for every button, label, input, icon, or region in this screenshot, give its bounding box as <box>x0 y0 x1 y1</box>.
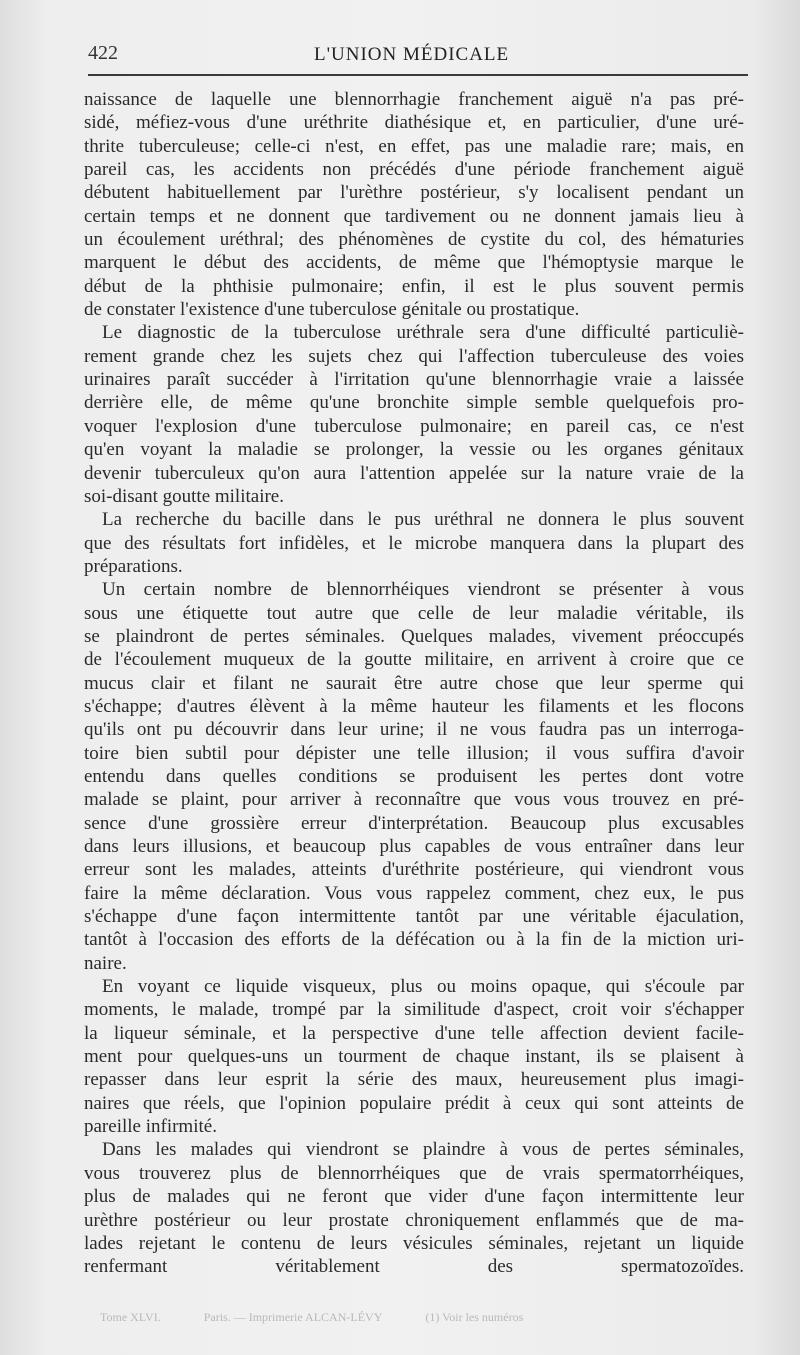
text-line: s'échappe; d'autres élèvent à la même hauteur les filaments et les flocons <box>84 695 744 717</box>
header-rule <box>88 74 748 76</box>
text-line: malade se plaint, pour arriver à reconnaître que vous vous trouvez en pré- <box>84 789 744 811</box>
text-line: sidé, méfiez-vous d'une uréthrite diathésique et, en particulier, d'une uré- <box>84 112 744 134</box>
text-line: erreur sont les malades, atteints d'uréthrite postérieure, qui viendront vous <box>84 859 744 881</box>
text-line: qu'ils ont pu découvrir dans leur urine; il ne vous faudra pas un interroga- <box>84 719 744 741</box>
text-line: marquent le début des accidents, de même que l'hémoptysie marque le <box>84 252 744 274</box>
text-line: voquer l'explosion d'une tuberculose pulmonaire; en pareil cas, ce n'est <box>84 415 744 437</box>
article-body <box>84 88 744 1279</box>
text-line: sence d'une grossière erreur d'interprétation. Beaucoup plus excusables <box>84 812 744 834</box>
text-line: se plaindront de pertes séminales. Quelques malades, vivement préoccupés <box>84 625 744 647</box>
text-line: soi-disant goutte militaire. <box>84 485 284 507</box>
text-line: naires que réels, que l'opinion populaire prédit à ceux qui sont atteints de <box>84 1092 744 1114</box>
text-line: thrite tuberculeuse; celle-ci n'est, en effet, pas une maladie rare; mais, en <box>84 135 744 157</box>
text-line: devenir tuberculeux qu'on aura l'attention appelée sur la nature vraie de la <box>84 462 744 484</box>
text-line: de l'écoulement muqueux de la goutte militaire, en arrivent à croire que ce <box>84 649 744 671</box>
text-line: urinaires paraît succéder à l'irritation qu'une blennorrhagie vraie a laissée <box>84 369 744 391</box>
text-line: lades rejetant le contenu de leurs vésicules séminales, rejetant un liquide <box>84 1232 744 1254</box>
text-line: pareille infirmité. <box>84 1116 217 1138</box>
text-line: qu'en voyant la maladie se prolonger, la vessie ou les organes génitaux <box>84 439 744 461</box>
page-number: 422 <box>88 42 118 64</box>
text-line: dans leurs illusions, et beaucoup plus capables de vous entraîner dans leur <box>84 836 744 857</box>
text-line: s'échappe d'une façon intermittente tantôt par une véritable éjaculation, <box>84 906 744 928</box>
running-title: L'UNION MÉDICALE <box>314 44 510 65</box>
text-line: que des résultats fort infidèles, et le microbe manquera dans la plupart des <box>84 532 744 554</box>
text-line: plus de malades qui ne feront que vider d'une façon intermittente leur <box>84 1186 744 1208</box>
text-line: certain temps et ne donnent que tardivement ou ne donnent jamais lieu à <box>84 205 744 227</box>
text-line: toire bien subtil pour dépister une telle illusion; il vous suffira d'avoir <box>84 742 744 764</box>
footer-center: Paris. — Imprimerie ALCAN-LÉVY <box>203 1310 383 1324</box>
text-line: renfermant véritablement des spermatozoïdes. <box>84 1256 744 1278</box>
text-line: débutent habituellement par l'urèthre postérieur, s'y localisent pendant un <box>84 182 744 204</box>
text-line: naissance de laquelle une blennorrhagie franchement aiguë n'a pas pré- <box>84 89 744 110</box>
text-line: ment pour quelques-uns un tourment de chaque instant, ils se plaisent à <box>84 1046 744 1068</box>
text-line: naire. <box>84 952 127 974</box>
text-line: Un certain nombre de blennorrhéiques viendront se présenter à vous <box>102 579 744 601</box>
footer-left: Tome XLVI. <box>100 1310 161 1324</box>
text-line: un écoulement uréthral; des phénomènes de cystite du col, des hématuries <box>84 229 744 251</box>
text-line: rement grande chez les sujets chez qui l'affection tuberculeuse des voies <box>84 345 744 367</box>
text-line: moments, le malade, trompé par la similitude d'aspect, croit voir s'échapper <box>84 999 744 1021</box>
text-line: entendu dans quelles conditions se produisent les pertes dont votre <box>84 765 744 787</box>
text-line: La recherche du bacille dans le pus uréthral ne donnera le plus souvent <box>102 509 744 531</box>
text-line: pareil cas, les accidents non précédés d'une période franchement aiguë <box>84 159 744 181</box>
text-line: urèthre postérieur ou leur prostate chroniquement enflammés que de ma- <box>84 1209 744 1231</box>
text-line: sous une étiquette tout autre que celle de leur maladie véritable, ils <box>84 602 744 624</box>
text-line: Le diagnostic de la tuberculose uréthrale sera d'une difficulté particuliè- <box>102 322 744 344</box>
page-footer <box>100 1310 740 1325</box>
footer-right: (1) Voir les numéros <box>425 1310 524 1324</box>
text-line: de constater l'existence d'une tuberculose génitale ou prostatique. <box>84 299 580 321</box>
text-line: mucus clair et filant ne saurait être autre chose que leur sperme qui <box>84 672 744 694</box>
text-line: derrière elle, de même qu'une bronchite simple semble quelquefois pro- <box>84 392 744 414</box>
text-line: vous trouverez plus de blennorrhéiques que de vrais spermatorrhéiques, <box>84 1162 744 1184</box>
text-line: la liqueur séminale, et la perspective d'une telle affection devient facile- <box>84 1022 744 1044</box>
page-header <box>88 38 748 70</box>
text-line: repasser dans leur esprit la série des maux, heureusement plus imagi- <box>84 1069 744 1091</box>
text-line: faire la même déclaration. Vous vous rappelez comment, chez eux, le pus <box>84 882 744 904</box>
text-line: début de la phthisie pulmonaire; enfin, il est le plus souvent permis <box>84 275 744 297</box>
text-line: Dans les malades qui viendront se plaindre à vous de pertes séminales, <box>102 1139 744 1161</box>
text-line: préparations. <box>84 555 183 577</box>
text-line: En voyant ce liquide visqueux, plus ou moins opaque, qui s'écoule par <box>102 976 744 998</box>
text-line: tantôt à l'occasion des efforts de la défécation ou à la fin de la miction uri- <box>84 929 744 951</box>
